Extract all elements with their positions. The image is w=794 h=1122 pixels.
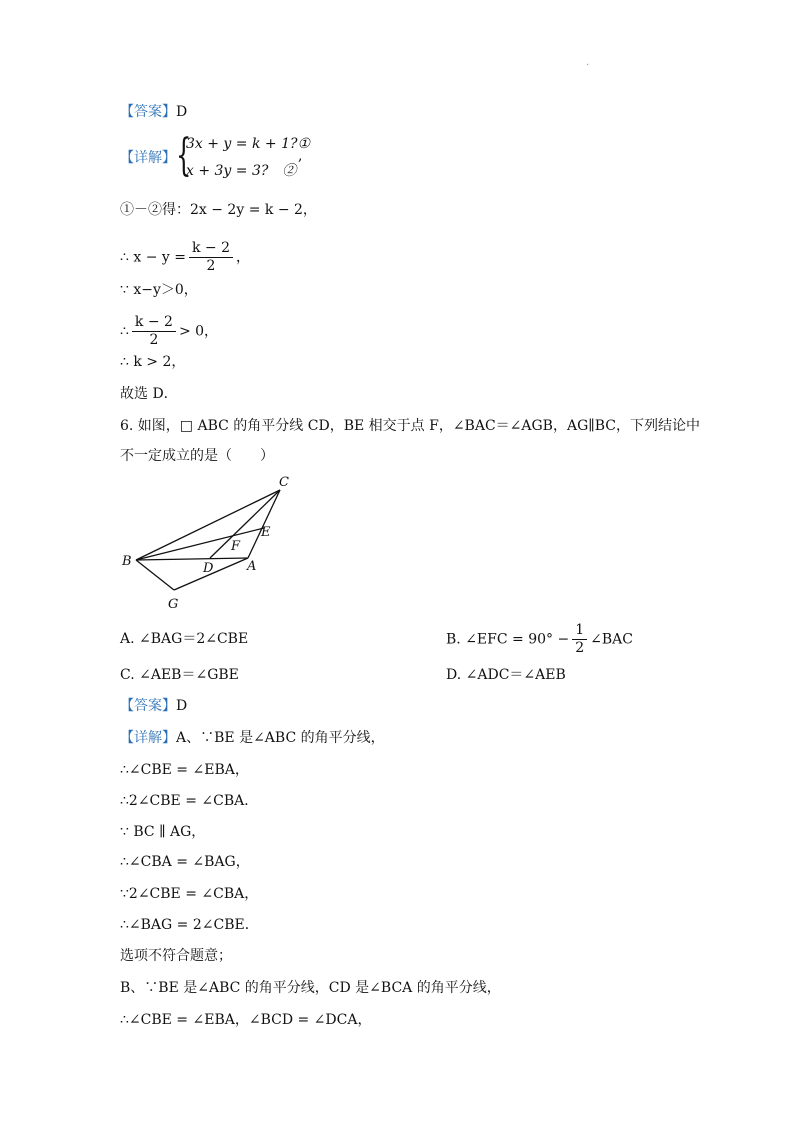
q5-step5: ∴ k > 2， — [120, 354, 186, 370]
answer-tag: 【答案】 — [120, 698, 176, 714]
fraction — [132, 314, 176, 349]
header-mark: · — [586, 60, 590, 71]
detail-tag: 【详解】 — [120, 730, 176, 746]
segment-ba — [136, 558, 248, 560]
step4-post: > 0， — [178, 323, 219, 340]
label-f: F — [231, 539, 241, 554]
label-g: G — [168, 597, 179, 612]
q6-detail-line — [120, 728, 385, 748]
q5-conclusion: 故选 D． — [120, 386, 178, 402]
option-a: A. ∠BAG＝2∠CBE — [120, 631, 249, 647]
answer-value: D — [176, 698, 188, 714]
fraction-den: 2 — [575, 640, 585, 656]
segment-bc — [136, 490, 280, 560]
fraction-num: k − 2 — [189, 240, 233, 258]
q6-detail-line: ∴∠CBE = ∠EBA， — [120, 762, 249, 778]
q6-detail-line: 选项不符合题意； — [120, 948, 232, 964]
q5-step1: ①－②得：2x − 2y = k − 2， — [120, 202, 317, 218]
step2-pre: ∴ x − y = — [120, 249, 186, 266]
option-b-pre: B. ∠EFC = 90° − — [446, 631, 570, 648]
step4-pre: ∴ — [120, 323, 129, 340]
q6-detail-line: ∴∠CBA = ∠BAG， — [120, 854, 250, 870]
fraction-num: 1 — [572, 622, 587, 640]
label-b: B — [122, 554, 132, 569]
q6-detail-line: ∴∠BAG = 2∠CBE． — [120, 917, 259, 933]
label-a: A — [247, 559, 257, 574]
q5-step3: ∵ x−y＞0， — [120, 282, 198, 298]
option-b — [446, 622, 633, 657]
q5-step2 — [120, 240, 250, 275]
step2-post: ， — [236, 249, 251, 266]
q5-step4 — [120, 314, 218, 349]
system-tail: , — [298, 148, 303, 164]
q6-answer-line — [120, 696, 187, 716]
fraction — [189, 240, 233, 275]
option-c: C. ∠AEB＝∠GBE — [120, 667, 239, 683]
system-row-1: 3x + y = k + 1?① — [186, 136, 311, 152]
answer-value: D — [176, 104, 188, 120]
fraction — [572, 622, 587, 657]
segment-be — [136, 528, 264, 560]
answer-tag: 【答案】 — [120, 104, 176, 120]
system-row-2: x + 3y = 3? ② — [186, 163, 297, 179]
detail-tag: 【详解】 — [120, 150, 176, 166]
option-d: D. ∠ADC＝∠AEB — [446, 667, 566, 683]
fraction-den: 2 — [149, 332, 159, 348]
segment-bg — [136, 560, 174, 590]
q5-answer-line — [120, 102, 187, 122]
geometry-figure — [118, 472, 308, 614]
label-d: D — [203, 561, 214, 576]
q6-detail-line: ∴∠CBE = ∠EBA，∠BCD = ∠DCA， — [120, 1012, 372, 1028]
brace: { — [176, 130, 192, 181]
q6-detail-line: ∴2∠CBE = ∠CBA． — [120, 793, 259, 809]
q6-detail-line: ∵ BC ∥ AG， — [120, 824, 206, 840]
option-b-post: ∠BAC — [590, 631, 633, 648]
detail-text: A、∵BE 是∠ABC 的角平分线， — [176, 730, 385, 746]
segment-ca — [248, 490, 280, 558]
fraction-den: 2 — [206, 258, 216, 274]
fraction-num: k − 2 — [132, 314, 176, 332]
segment-cd — [210, 490, 280, 558]
q6-detail-line: ∵2∠CBE = ∠CBA， — [120, 886, 259, 902]
q6-stem-line1: 6. 如图，□ ABC 的角平分线 CD，BE 相交于点 F，∠BAC＝∠AGB，AG∥BC，下列结论中 — [120, 418, 700, 434]
q6-stem-line2: 不一定成立的是（ ） — [120, 448, 274, 464]
q6-detail-line: B、∵BE 是∠ABC 的角平分线，CD 是∠BCA 的角平分线， — [120, 980, 501, 996]
label-c: C — [279, 475, 289, 490]
label-e: E — [261, 525, 271, 540]
